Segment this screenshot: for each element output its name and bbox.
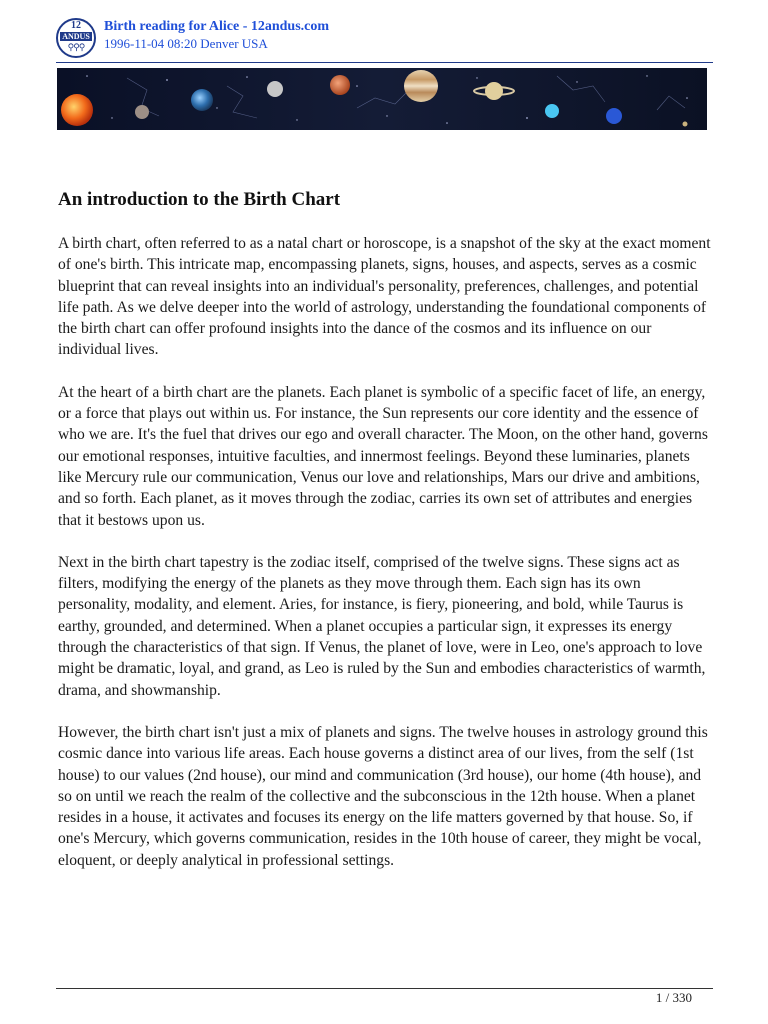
article-paragraph: A birth chart, often referred to as a natal chart or horoscope, is a snapshot of the sky at the exact moment of one's birth. This intricate map, encompassing planets, signs, houses, and aspects, serves as a cosmic blueprint that can reveal insights into an individual's personality, preferences, challenges, and potential life path. As we delve deeper into the world of astrology, understanding the foundational components of the birth chart can offer profound insights into the dance of the cosmos and its influence on our individual lives.: [58, 235, 711, 359]
mars-icon: [330, 75, 350, 95]
header-text: [104, 18, 329, 52]
earth-icon: [191, 89, 213, 111]
logo-number: 12: [71, 20, 81, 31]
moon-icon: [267, 81, 283, 97]
saturn-icon: [485, 82, 503, 100]
neptune-icon: [606, 108, 622, 124]
logo-text: ANDUS: [60, 32, 92, 41]
page-number: 1 / 330: [655, 990, 692, 1005]
article: [58, 186, 713, 892]
article-paragraph: At the heart of a birth chart are the planets. Each planet is symbolic of a specific facet of life, an energy, or a force that plays out within us. For instance, the Sun represents our core identity and the essence of who we are. It's the fuel that drives our ego and overall character. The Moon, on the other hand, governs our emotional responses, intuitive faculties, and innermost feelings. Beyond these luminaries, planets like Mercury rule our communication, Venus our love and relationships, Mars our drive and ambitions, and so forth. Each planet, as it moves through the zodiac, carries its own set of attributes and energies that it bestows upon us.: [58, 383, 708, 529]
logo-symbols: ⚲⚲⚲: [67, 42, 85, 52]
page-header: [56, 16, 713, 62]
footer-divider: [56, 988, 713, 989]
report-title: Birth reading for Alice - 12andus.com: [104, 19, 330, 34]
site-logo: [56, 18, 96, 58]
planets-banner: [57, 68, 707, 130]
birth-details: 1996-11-04 08:20 Denver USA: [104, 36, 268, 51]
sun-icon: [61, 94, 93, 126]
article-heading: An introduction to the Birth Chart: [58, 189, 341, 210]
pluto-icon: [683, 122, 688, 127]
uranus-icon: [545, 104, 559, 118]
article-paragraph: Next in the birth chart tapestry is the zodiac itself, comprised of the twelve signs. These signs act as filters, modifying the energy of the planets as they move through them. Each sign has its own personality, modality, and element. Aries, for instance, is fiery, pioneering, and bold, while Taurus is earthy, grounded, and determined. When a planet occupies a particular sign, it expresses its energy through the characteristics of that sign. If Venus, the planet of love, were in Leo, one's approach to love might be dramatic, loyal, and grand, as Leo is ruled by the Sun and embodies characteristics of warmth, drama, and showmanship.: [58, 553, 706, 699]
article-paragraph: However, the birth chart isn't just a mix of planets and signs. The twelve houses in astrology ground this cosmic dance into various life areas. Each house governs a distinct area of our lives, from the self (1st house) to our values (2nd house), our mind and communication (3rd house), our home (4th house), and so on until we reach the realm of the collective and the subconscious in the 12th house. When a planet resides in a house, it activates and focuses its energy on the life matters governed by that house. So, if one's Mercury, which governs communication, resides in the 10th house of career, they might be vocal, eloquent, or deeply analytical in professional settings.: [58, 723, 708, 869]
header-divider: [56, 62, 713, 63]
mercury-icon: [135, 105, 149, 119]
jupiter-icon: [404, 70, 438, 102]
